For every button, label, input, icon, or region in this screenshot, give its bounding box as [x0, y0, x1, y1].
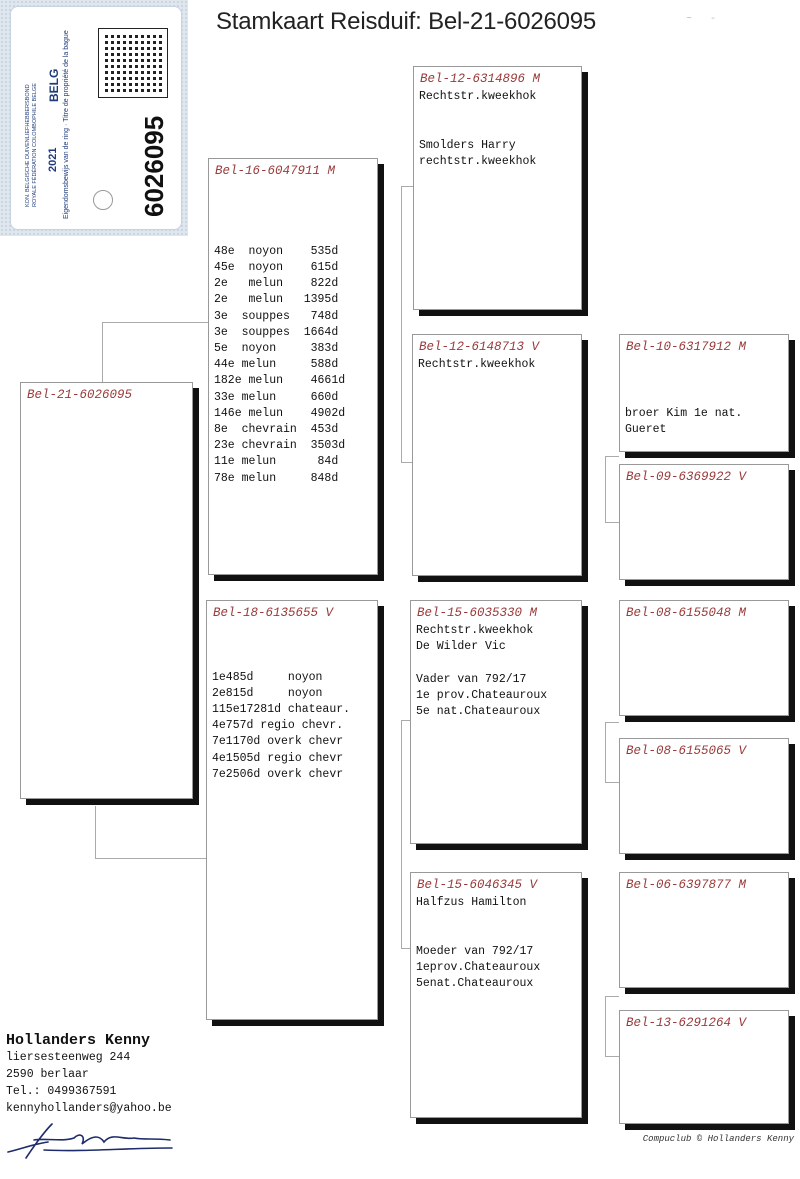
mm-id: Bel-15-6046345 V [417, 878, 538, 892]
ring-org-fr: ROYALE FÉDÉRATION COLOMBOPHILE BELGE [32, 83, 38, 207]
mfm-card [619, 738, 789, 854]
owner-email: kennyhollanders@yahoo.be [6, 1102, 172, 1115]
page-title: Stamkaart Reisduif: Bel-21-6026095 [216, 8, 597, 35]
mf-card [410, 600, 582, 844]
connector [401, 186, 402, 462]
ring-tag [10, 6, 182, 230]
connector [605, 722, 619, 723]
connector [605, 522, 619, 523]
signature [4, 1118, 174, 1168]
mm-card [410, 872, 582, 1118]
fm-notes: Rechtstr.kweekhok [418, 358, 536, 371]
mff-id: Bel-08-6155048 M [626, 606, 747, 620]
connector [605, 996, 619, 997]
mother-id: Bel-18-6135655 V [213, 606, 334, 620]
connector [605, 1056, 619, 1057]
connector [102, 322, 103, 382]
footer-credit: Compuclub © Hollanders Kenny [642, 1134, 794, 1144]
fmm-card [619, 464, 789, 580]
owner-street: liersesteenweg 244 [6, 1051, 131, 1064]
subject-card [20, 382, 193, 799]
fmm-id: Bel-09-6369922 V [626, 470, 747, 484]
ring-tag-hole [93, 190, 113, 210]
ring-country: BELG [47, 68, 61, 102]
mm-notes: Halfzus Hamilton Moeder van 792/17 1eprov.Chateauroux 5enat.Chateauroux [416, 896, 541, 991]
owner-name: Hollanders Kenny [6, 1032, 151, 1049]
ff-notes: Rechtstr.kweekhok Smolders Harry rechtstr.kweekhok [419, 90, 537, 168]
mmm-id: Bel-13-6291264 V [626, 1016, 747, 1030]
mff-card [619, 600, 789, 716]
connector [401, 186, 413, 187]
subject-id: Bel-21-6026095 [27, 388, 133, 402]
father-id: Bel-16-6047911 M [215, 164, 336, 178]
ring-certificate [0, 0, 188, 236]
mf-id: Bel-15-6035330 M [417, 606, 538, 620]
connector [605, 456, 606, 522]
mother-results: 1e485d noyon 2e815d noyon 115e17281d chateaur. 4e757d regio chevr. 7e1170d overk chevr 4e1505d regio chevr 7e2506d overk chevr [212, 670, 351, 781]
mother-card [206, 600, 378, 1020]
connector [605, 996, 606, 1056]
ff-id: Bel-12-6314896 M [420, 72, 541, 86]
ff-card [413, 66, 582, 310]
scan-marks: ~ - [686, 14, 717, 25]
fmf-card [619, 334, 789, 452]
ring-year: 2021 [47, 147, 59, 172]
connector [95, 806, 96, 858]
mmf-id: Bel-06-6397877 M [626, 878, 747, 892]
qr-code [99, 29, 167, 97]
mmf-card [619, 872, 789, 988]
connector [95, 858, 207, 859]
connector [401, 720, 402, 948]
ring-org-nl: KON. BELGISCHE DUIVENLIEFHEBBERSBOND [25, 84, 31, 207]
connector [605, 782, 619, 783]
father-card [208, 158, 378, 575]
ring-number: 6026095 [139, 115, 169, 217]
connector [605, 722, 606, 782]
owner-phone: Tel.: 0499367591 [6, 1085, 117, 1098]
father-results: 48e noyon 535d 45e noyon 615d 2e melun 822d 2e melun 1395d 3e souppes 748d 3e souppes 1664d 5e noyon 383d 44e melun 588d 182e melun 4661d 33e melun 660d 146e melun 4902d 8e chevrain 453d 23e chevrain 3503d 11e melun 84d 78e melun 848d [214, 244, 346, 485]
owner-block [6, 1032, 172, 1117]
owner-city: 2590 berlaar [6, 1068, 89, 1081]
fm-card [412, 334, 582, 576]
mf-notes: Rechtstr.kweekhok De Wilder Vic Vader van 792/17 1e prov.Chateauroux 5e nat.Chateauroux [416, 624, 548, 719]
connector [102, 322, 210, 323]
fm-id: Bel-12-6148713 V [419, 340, 540, 354]
fmf-notes: broer Kim 1e nat. Gueret [625, 406, 743, 436]
mfm-id: Bel-08-6155065 V [626, 744, 747, 758]
connector [605, 456, 619, 457]
mmm-card [619, 1010, 789, 1124]
fmf-id: Bel-10-6317912 M [626, 340, 747, 354]
ring-caption: Eigendomsbewijs van de ring · Titre de propriété de la bague [63, 30, 70, 219]
